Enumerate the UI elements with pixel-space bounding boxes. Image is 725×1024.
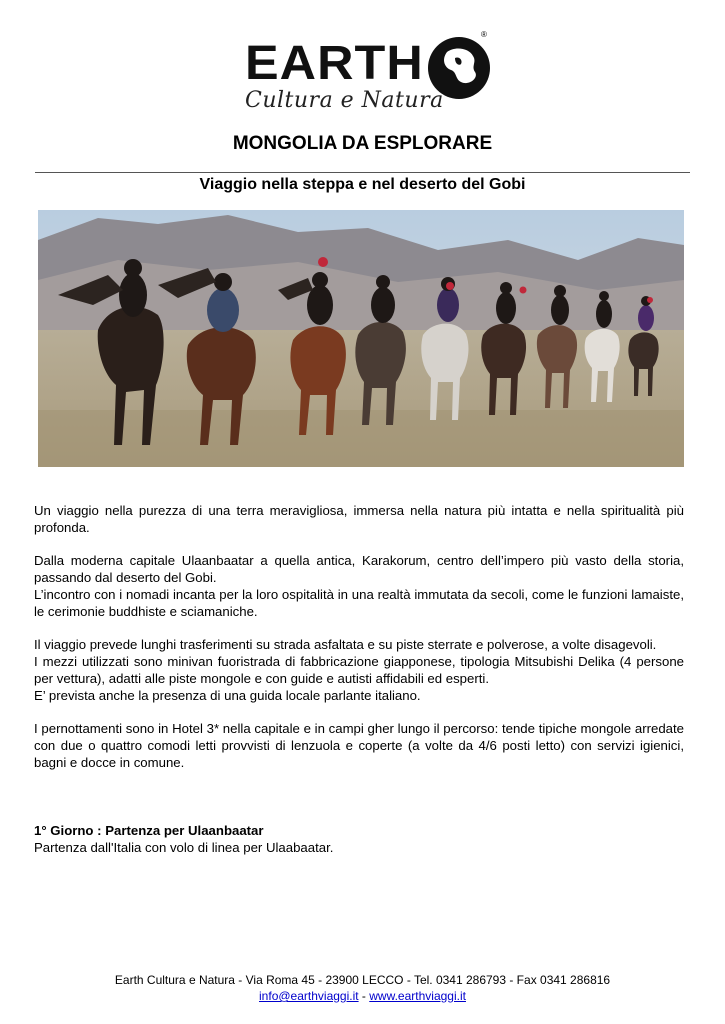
day-heading: 1° Giorno : Partenza per Ulaanbaatar — [34, 823, 264, 838]
footer-address: Earth Cultura e Natura - Via Roma 45 - 23900 LECCO - Tel. 0341 286793 - Fax 0341 286816 — [114, 973, 611, 987]
eagle-hunters-photo — [38, 210, 684, 467]
footer-separator: - — [358, 989, 370, 1003]
paragraph: Un viaggio nella purezza di una terra meravigliosa, immersa nella natura più intatta e nella spiritualità più profonda. — [34, 503, 684, 535]
paragraph: Dalla moderna capitale Ulaanbaatar a quella antica, Karakorum, centro dell’impero più vasto della storia, passando dal deserto del Gobi. — [34, 553, 684, 586]
day-description: Partenza dall'Italia con volo di linea per Ulaabaatar. — [34, 840, 334, 855]
footer — [0, 972, 725, 1004]
registered-mark: ® — [481, 30, 487, 39]
footer-links — [0, 988, 725, 1004]
intro-text — [34, 503, 684, 772]
page-title: MONGOLIA DA ESPLORARE — [232, 133, 493, 154]
logo-tagline: Cultura e Natura — [245, 88, 444, 113]
title-divider — [35, 172, 690, 173]
paragraph: I pernottamenti sono in Hotel 3* nella capitale e in campi gher lungo il percorso: tende tipiche mongole arredate con due o quattro comodi letti provvisti di lenzuola e coperte (a volte da 4/6 posti letto) con servizi igienici, bagni e docce in comune. — [34, 721, 684, 770]
email-link[interactable]: info@earthviaggi.it — [259, 989, 359, 1003]
website-link[interactable]: www.earthviaggi.it — [369, 989, 466, 1003]
itinerary-day-1 — [34, 822, 333, 856]
earth-logo — [245, 30, 495, 115]
paragraph: Il viaggio prevede lunghi trasferimenti su strada asfaltata e su piste sterrate e polverose, a volte disagevoli. — [34, 637, 657, 653]
paragraph: E’ prevista anche la presenza di una guida locale parlante italiano. — [34, 687, 421, 703]
logo-wordmark: EARTH — [245, 37, 424, 90]
paragraph: L’incontro con i nomadi incanta per la loro ospitalità in una realtà immutata da secoli, come le funzioni lamaiste, le cerimonie buddhiste e sciamaniche. — [34, 586, 684, 619]
page-subtitle: Viaggio nella steppa e nel deserto del Gobi — [199, 176, 526, 193]
paragraph: I mezzi utilizzati sono minivan fuoristrada di fabbricazione giapponese, tipologia Mitsubishi Delika (4 persone per vettura), adatti alle piste mongole e con guide e autisti affidabili ed esperti. — [34, 654, 684, 686]
